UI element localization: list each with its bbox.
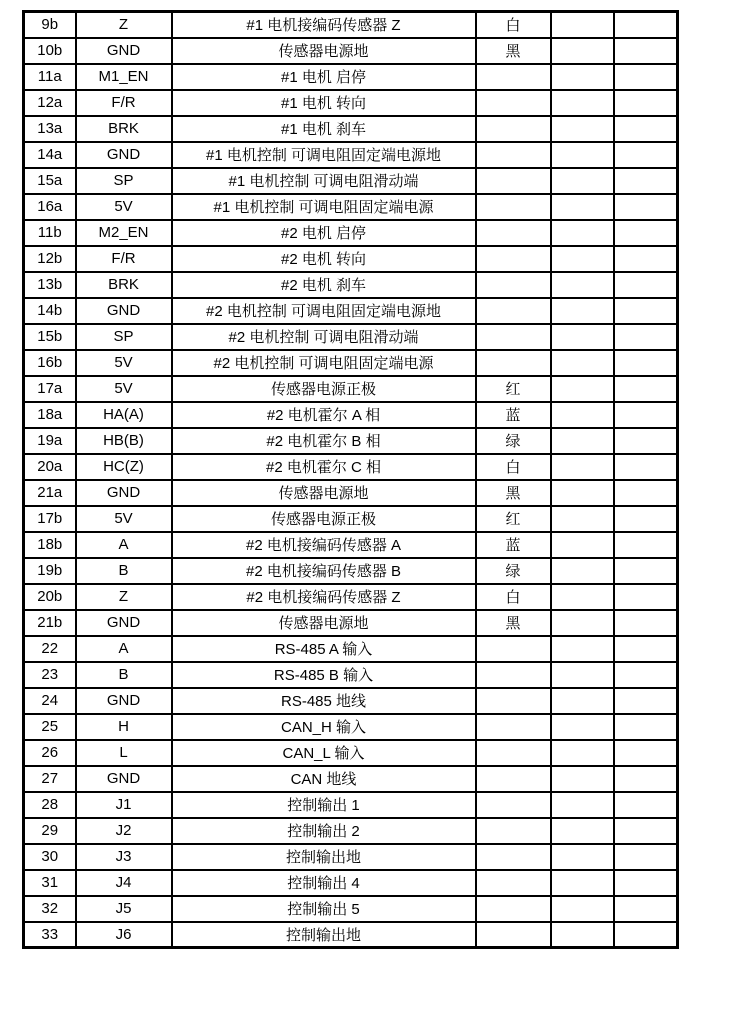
color-cell: 红 <box>476 376 551 402</box>
signal-cell: GND <box>76 298 172 324</box>
empty-cell <box>551 610 614 636</box>
pin-cell: 20a <box>24 454 76 480</box>
description-cell: #2 电机接编码传感器 Z <box>172 584 476 610</box>
table-row <box>24 324 678 350</box>
description-cell: 控制输出 5 <box>172 896 476 922</box>
empty-cell <box>551 298 614 324</box>
pin-cell: 12a <box>24 90 76 116</box>
signal-cell: SP <box>76 324 172 350</box>
empty-cell <box>614 662 678 688</box>
empty-cell <box>551 818 614 844</box>
color-cell <box>476 246 551 272</box>
signal-cell: Z <box>76 584 172 610</box>
pin-cell: 14a <box>24 142 76 168</box>
signal-cell: J5 <box>76 896 172 922</box>
pin-cell: 20b <box>24 584 76 610</box>
empty-cell <box>614 636 678 662</box>
description-cell: 传感器电源正极 <box>172 506 476 532</box>
description-cell: RS-485 B 输入 <box>172 662 476 688</box>
table-row <box>24 558 678 584</box>
color-cell: 蓝 <box>476 402 551 428</box>
description-cell: RS-485 地线 <box>172 688 476 714</box>
empty-cell <box>614 506 678 532</box>
table-row <box>24 896 678 922</box>
empty-cell <box>614 870 678 896</box>
color-cell <box>476 896 551 922</box>
color-cell <box>476 740 551 766</box>
empty-cell <box>551 870 614 896</box>
description-cell: #1 电机 转向 <box>172 90 476 116</box>
empty-cell <box>551 766 614 792</box>
table-row <box>24 480 678 506</box>
table-row <box>24 818 678 844</box>
empty-cell <box>551 272 614 298</box>
empty-cell <box>551 792 614 818</box>
pin-cell: 21b <box>24 610 76 636</box>
empty-cell <box>614 402 678 428</box>
pin-cell: 19a <box>24 428 76 454</box>
pin-cell: 18a <box>24 402 76 428</box>
empty-cell <box>614 766 678 792</box>
pin-cell: 22 <box>24 636 76 662</box>
pin-cell: 13a <box>24 116 76 142</box>
description-cell: #2 电机 转向 <box>172 246 476 272</box>
table-row <box>24 844 678 870</box>
table-row <box>24 454 678 480</box>
signal-cell: HA(A) <box>76 402 172 428</box>
pin-definition-table <box>22 10 679 949</box>
table-row <box>24 12 678 38</box>
pin-cell: 16a <box>24 194 76 220</box>
empty-cell <box>614 376 678 402</box>
pin-cell: 29 <box>24 818 76 844</box>
empty-cell <box>551 168 614 194</box>
table-row <box>24 610 678 636</box>
empty-cell <box>614 922 678 948</box>
color-cell <box>476 922 551 948</box>
pin-cell: 21a <box>24 480 76 506</box>
table-row <box>24 636 678 662</box>
empty-cell <box>614 688 678 714</box>
table-row <box>24 194 678 220</box>
color-cell <box>476 194 551 220</box>
color-cell <box>476 142 551 168</box>
empty-cell <box>551 844 614 870</box>
empty-cell <box>614 454 678 480</box>
table-row <box>24 116 678 142</box>
signal-cell: J4 <box>76 870 172 896</box>
color-cell <box>476 272 551 298</box>
table-row <box>24 714 678 740</box>
color-cell: 绿 <box>476 428 551 454</box>
pin-cell: 16b <box>24 350 76 376</box>
pin-cell: 26 <box>24 740 76 766</box>
signal-cell: BRK <box>76 272 172 298</box>
description-cell: 传感器电源正极 <box>172 376 476 402</box>
signal-cell: Z <box>76 12 172 38</box>
color-cell: 红 <box>476 506 551 532</box>
signal-cell: J2 <box>76 818 172 844</box>
empty-cell <box>551 12 614 38</box>
description-cell: #1 电机 刹车 <box>172 116 476 142</box>
pin-cell: 24 <box>24 688 76 714</box>
pin-cell: 18b <box>24 532 76 558</box>
table-row <box>24 350 678 376</box>
empty-cell <box>614 38 678 64</box>
pin-cell: 14b <box>24 298 76 324</box>
empty-cell <box>551 324 614 350</box>
description-cell: #1 电机接编码传感器 Z <box>172 12 476 38</box>
empty-cell <box>614 142 678 168</box>
pin-cell: 9b <box>24 12 76 38</box>
empty-cell <box>551 506 614 532</box>
empty-cell <box>614 740 678 766</box>
empty-cell <box>551 714 614 740</box>
color-cell: 白 <box>476 454 551 480</box>
empty-cell <box>551 584 614 610</box>
empty-cell <box>614 220 678 246</box>
table-row <box>24 90 678 116</box>
empty-cell <box>614 272 678 298</box>
color-cell <box>476 766 551 792</box>
color-cell: 绿 <box>476 558 551 584</box>
empty-cell <box>614 428 678 454</box>
empty-cell <box>614 64 678 90</box>
description-cell: #1 电机 启停 <box>172 64 476 90</box>
color-cell <box>476 688 551 714</box>
empty-cell <box>614 844 678 870</box>
signal-cell: GND <box>76 610 172 636</box>
pin-cell: 33 <box>24 922 76 948</box>
table-row <box>24 922 678 948</box>
table-row <box>24 792 678 818</box>
table-row <box>24 298 678 324</box>
empty-cell <box>614 532 678 558</box>
table-row <box>24 64 678 90</box>
pin-table-body <box>24 12 678 948</box>
color-cell: 黑 <box>476 38 551 64</box>
table-row <box>24 142 678 168</box>
table-row <box>24 662 678 688</box>
pin-cell: 23 <box>24 662 76 688</box>
signal-cell: L <box>76 740 172 766</box>
empty-cell <box>614 610 678 636</box>
empty-cell <box>614 12 678 38</box>
signal-cell: F/R <box>76 90 172 116</box>
signal-cell: GND <box>76 38 172 64</box>
table-row <box>24 688 678 714</box>
pin-cell: 31 <box>24 870 76 896</box>
pin-cell: 11b <box>24 220 76 246</box>
empty-cell <box>551 662 614 688</box>
signal-cell: F/R <box>76 246 172 272</box>
empty-cell <box>551 142 614 168</box>
color-cell <box>476 90 551 116</box>
description-cell: #1 电机控制 可调电阻固定端电源地 <box>172 142 476 168</box>
color-cell <box>476 792 551 818</box>
empty-cell <box>551 246 614 272</box>
description-cell: 传感器电源地 <box>172 38 476 64</box>
description-cell: #2 电机控制 可调电阻固定端电源 <box>172 350 476 376</box>
color-cell <box>476 220 551 246</box>
empty-cell <box>551 402 614 428</box>
pin-cell: 17a <box>24 376 76 402</box>
empty-cell <box>614 818 678 844</box>
description-cell: #1 电机控制 可调电阻固定端电源 <box>172 194 476 220</box>
empty-cell <box>614 246 678 272</box>
signal-cell: A <box>76 532 172 558</box>
signal-cell: J1 <box>76 792 172 818</box>
description-cell: 控制输出 1 <box>172 792 476 818</box>
empty-cell <box>614 792 678 818</box>
description-cell: 控制输出地 <box>172 844 476 870</box>
empty-cell <box>551 90 614 116</box>
color-cell <box>476 64 551 90</box>
signal-cell: 5V <box>76 376 172 402</box>
signal-cell: 5V <box>76 350 172 376</box>
empty-cell <box>551 194 614 220</box>
color-cell <box>476 714 551 740</box>
description-cell: RS-485 A 输入 <box>172 636 476 662</box>
signal-cell: J6 <box>76 922 172 948</box>
pin-cell: 30 <box>24 844 76 870</box>
table-row <box>24 428 678 454</box>
color-cell: 白 <box>476 584 551 610</box>
description-cell: 传感器电源地 <box>172 480 476 506</box>
signal-cell: A <box>76 636 172 662</box>
color-cell <box>476 168 551 194</box>
description-cell: #2 电机 启停 <box>172 220 476 246</box>
pin-cell: 10b <box>24 38 76 64</box>
description-cell: #2 电机控制 可调电阻滑动端 <box>172 324 476 350</box>
signal-cell: GND <box>76 688 172 714</box>
description-cell: #2 电机接编码传感器 A <box>172 532 476 558</box>
empty-cell <box>551 740 614 766</box>
signal-cell: GND <box>76 480 172 506</box>
color-cell <box>476 116 551 142</box>
empty-cell <box>551 558 614 584</box>
pin-cell: 17b <box>24 506 76 532</box>
signal-cell: B <box>76 662 172 688</box>
pin-cell: 12b <box>24 246 76 272</box>
signal-cell: GND <box>76 142 172 168</box>
pin-cell: 13b <box>24 272 76 298</box>
empty-cell <box>614 558 678 584</box>
empty-cell <box>551 922 614 948</box>
signal-cell: J3 <box>76 844 172 870</box>
signal-cell: M1_EN <box>76 64 172 90</box>
description-cell: 控制输出 2 <box>172 818 476 844</box>
empty-cell <box>551 376 614 402</box>
table-row <box>24 870 678 896</box>
color-cell <box>476 298 551 324</box>
empty-cell <box>551 688 614 714</box>
description-cell: 控制输出 4 <box>172 870 476 896</box>
pin-cell: 27 <box>24 766 76 792</box>
description-cell: #2 电机霍尔 A 相 <box>172 402 476 428</box>
signal-cell: SP <box>76 168 172 194</box>
empty-cell <box>551 480 614 506</box>
empty-cell <box>614 168 678 194</box>
signal-cell: M2_EN <box>76 220 172 246</box>
pin-cell: 25 <box>24 714 76 740</box>
description-cell: #2 电机 刹车 <box>172 272 476 298</box>
description-cell: #2 电机控制 可调电阻固定端电源地 <box>172 298 476 324</box>
empty-cell <box>551 532 614 558</box>
empty-cell <box>614 324 678 350</box>
signal-cell: BRK <box>76 116 172 142</box>
empty-cell <box>614 90 678 116</box>
color-cell <box>476 324 551 350</box>
table-row <box>24 766 678 792</box>
table-row <box>24 376 678 402</box>
table-row <box>24 506 678 532</box>
empty-cell <box>551 350 614 376</box>
signal-cell: H <box>76 714 172 740</box>
table-row <box>24 532 678 558</box>
pin-cell: 28 <box>24 792 76 818</box>
description-cell: 传感器电源地 <box>172 610 476 636</box>
pin-cell: 32 <box>24 896 76 922</box>
table-row <box>24 740 678 766</box>
empty-cell <box>551 220 614 246</box>
description-cell: CAN 地线 <box>172 766 476 792</box>
signal-cell: 5V <box>76 194 172 220</box>
pin-cell: 11a <box>24 64 76 90</box>
table-row <box>24 246 678 272</box>
signal-cell: GND <box>76 766 172 792</box>
empty-cell <box>551 428 614 454</box>
pin-cell: 19b <box>24 558 76 584</box>
color-cell: 蓝 <box>476 532 551 558</box>
signal-cell: HB(B) <box>76 428 172 454</box>
empty-cell <box>614 350 678 376</box>
signal-cell: B <box>76 558 172 584</box>
pin-cell: 15b <box>24 324 76 350</box>
empty-cell <box>614 584 678 610</box>
table-row <box>24 38 678 64</box>
empty-cell <box>551 38 614 64</box>
empty-cell <box>614 194 678 220</box>
description-cell: #1 电机控制 可调电阻滑动端 <box>172 168 476 194</box>
table-row <box>24 168 678 194</box>
empty-cell <box>614 714 678 740</box>
empty-cell <box>614 896 678 922</box>
pin-cell: 15a <box>24 168 76 194</box>
color-cell <box>476 636 551 662</box>
color-cell <box>476 870 551 896</box>
color-cell <box>476 818 551 844</box>
description-cell: 控制输出地 <box>172 922 476 948</box>
color-cell: 黑 <box>476 610 551 636</box>
description-cell: CAN_H 输入 <box>172 714 476 740</box>
empty-cell <box>551 116 614 142</box>
empty-cell <box>614 480 678 506</box>
table-row <box>24 220 678 246</box>
description-cell: #2 电机霍尔 B 相 <box>172 428 476 454</box>
color-cell <box>476 662 551 688</box>
table-row <box>24 402 678 428</box>
signal-cell: HC(Z) <box>76 454 172 480</box>
empty-cell <box>614 116 678 142</box>
description-cell: #2 电机接编码传感器 B <box>172 558 476 584</box>
table-row <box>24 272 678 298</box>
empty-cell <box>551 636 614 662</box>
color-cell <box>476 844 551 870</box>
empty-cell <box>551 454 614 480</box>
table-row <box>24 584 678 610</box>
color-cell: 黑 <box>476 480 551 506</box>
empty-cell <box>614 298 678 324</box>
color-cell <box>476 350 551 376</box>
color-cell: 白 <box>476 12 551 38</box>
signal-cell: 5V <box>76 506 172 532</box>
description-cell: CAN_L 输入 <box>172 740 476 766</box>
empty-cell <box>551 896 614 922</box>
description-cell: #2 电机霍尔 C 相 <box>172 454 476 480</box>
empty-cell <box>551 64 614 90</box>
